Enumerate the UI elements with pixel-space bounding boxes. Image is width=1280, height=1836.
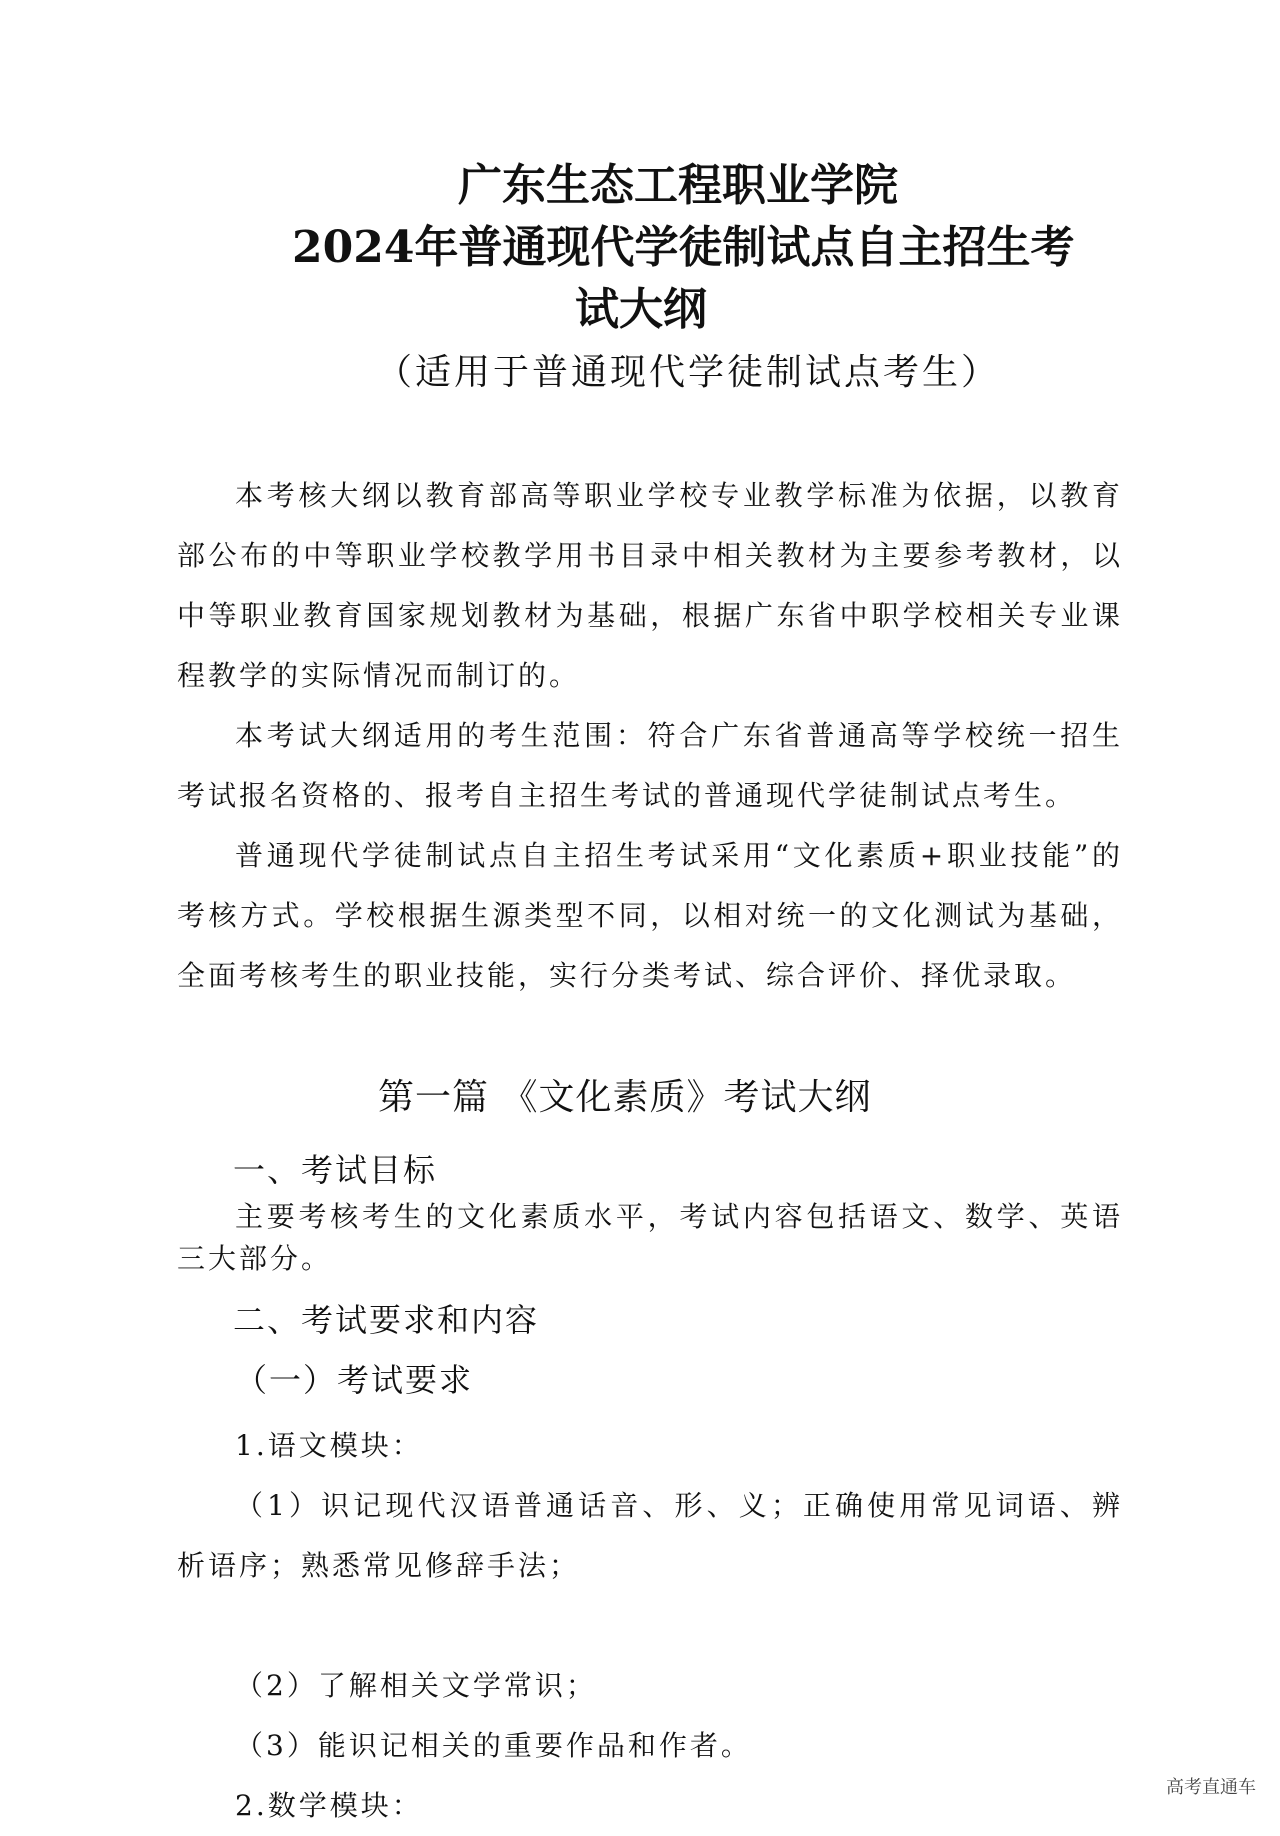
list-item: （1）识记现代汉语普通话音、形、义；正确使用常见词语、辨析语序；熟悉常见修辞手法； <box>177 1489 1123 1582</box>
title-line-2: 2024年普通现代学徒制试点自主招生考 <box>292 222 1075 273</box>
part-heading: 第一篇 《文化素质》考试大纲 <box>378 1077 872 1118</box>
list-item: （3）能识记相关的重要作品和作者。 <box>235 1729 752 1762</box>
subsection-heading-requirements: （一）考试要求 <box>235 1361 474 1399</box>
document-title <box>280 155 1110 341</box>
intro-paragraph-1: 本考核大纲以教育部高等职业学校专业教学标准为依据，以教育部公布的中等职业学校教学用书目录中相关教材为主要参考教材，以中等职业教育国家规划教材为基础，根据广东省中职学校相关专业课程教学的实际情况而制订的。 <box>177 479 1123 692</box>
section-text-exam-goal: 主要考核考生的文化素质水平，考试内容包括语文、数学、英语三大部分。 <box>177 1200 1123 1275</box>
list-item: 2.数学模块： <box>235 1789 423 1822</box>
section-heading-exam-goal: 一、考试目标 <box>233 1151 438 1189</box>
list-item: 1.语文模块： <box>235 1429 423 1462</box>
title-line-1: 广东生态工程职业学院 <box>458 160 898 211</box>
title-line-3: 试大纲 <box>575 284 707 335</box>
document-subtitle: （适用于普通现代学徒制试点考生） <box>376 352 1001 393</box>
watermark-text: 高考直通车 <box>1166 1777 1256 1798</box>
intro-paragraph-2: 本考试大纲适用的考生范围：符合广东省普通高等学校统一招生考试报名资格的、报考自主招生考试的普通现代学徒制试点考生。 <box>177 719 1123 812</box>
intro-paragraph-3: 普通现代学徒制试点自主招生考试采用“文化素质+职业技能”的考核方式。学校根据生源类型不同，以相对统一的文化测试为基础，全面考核考生的职业技能，实行分类考试、综合评价、择优录取。 <box>177 839 1123 992</box>
list-item: （2）了解相关文学常识； <box>235 1669 597 1702</box>
section-heading-requirements: 二、考试要求和内容 <box>233 1301 540 1339</box>
